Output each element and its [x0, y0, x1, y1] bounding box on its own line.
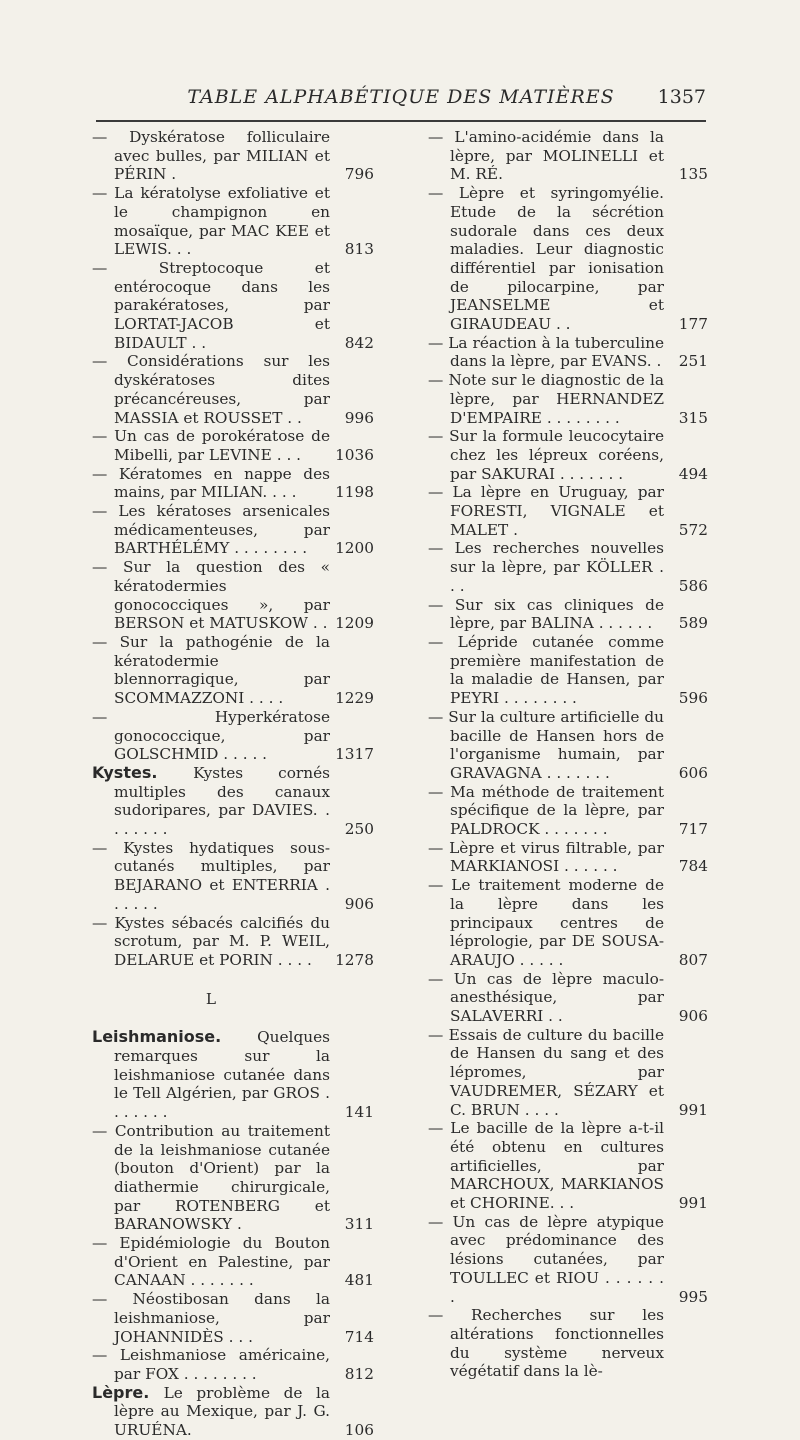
- index-entry: [428, 633, 710, 708]
- index-entry: [428, 483, 710, 539]
- entry-text: — La réaction à la tuberculine dans la lèpre, par EVANS. .: [428, 333, 664, 371]
- entry-text: — Le traitement moderne de la lèpre dans les principaux centres de léprologie, par DE SOUSA-ARAUJO . . . . .: [428, 876, 664, 969]
- page-reference: 135: [678, 165, 708, 184]
- index-entry: [428, 184, 710, 334]
- page-reference: 596: [678, 689, 708, 708]
- entry-text: — Sur six cas cliniques de lèpre, par BALINA . . . . . .: [428, 595, 664, 633]
- index-entry: [428, 1119, 710, 1213]
- entry-text: — Sur la pathogénie de la kératodermie blennorragique, par SCOMMAZZONI . . . .: [92, 632, 330, 708]
- page-reference: 251: [678, 352, 708, 371]
- entry-heading: Kystes.: [92, 762, 194, 782]
- page-header: [96, 82, 706, 116]
- index-entry: [428, 708, 710, 783]
- entry-text: — Streptocoque et entérocoque dans les parakératoses, par LORTAT-JACOB et BIDAULT . .: [92, 258, 330, 352]
- index-entry: [428, 970, 710, 1026]
- index-entry: [428, 427, 710, 483]
- entry-heading: Lèpre.: [92, 1382, 164, 1402]
- index-entry: [428, 839, 710, 876]
- index-entry: [92, 427, 376, 464]
- index-entry: [428, 596, 710, 633]
- index-entry: [92, 259, 376, 353]
- page-reference: 906: [344, 894, 374, 913]
- page-reference: 494: [678, 464, 708, 483]
- index-entry: [92, 128, 376, 184]
- page-reference: 250: [344, 820, 374, 839]
- index-entry: [92, 1346, 376, 1383]
- entry-text: — Sur la question des « kératodermies gonococciques », par BERSON et MATUSKOW . .: [92, 558, 330, 633]
- entry-text: — Leishmaniose américaine, par FOX . . . . . . . .: [92, 1346, 330, 1383]
- index-entry: [428, 1213, 710, 1307]
- page-reference: 1209: [335, 614, 374, 633]
- page-reference: 906: [678, 1007, 708, 1026]
- page-reference: 106: [344, 1421, 374, 1440]
- entry-text: — Néostibosan dans la leishmaniose, par JOHANNIDÈS . . .: [92, 1290, 330, 1346]
- index-entry: [92, 1384, 376, 1440]
- entry-text: — Essais de culture du bacille de Hansen du sang et des lépromes, par VAUDREMER, SÉZARY et C. BRUN . . . .: [428, 1025, 664, 1119]
- section-letter: L: [205, 989, 217, 1008]
- page-reference: 141: [344, 1103, 374, 1122]
- page-number: 1357: [657, 86, 706, 108]
- page-reference: 1198: [335, 483, 374, 502]
- header-rule: [96, 120, 706, 122]
- index-entry: [92, 465, 376, 502]
- page-reference: 481: [344, 1271, 374, 1290]
- index-entry: [428, 1306, 710, 1381]
- index-entry: [428, 371, 710, 427]
- entry-text: — Un cas de porokératose de Mibelli, par LEVINE . . .: [92, 427, 330, 464]
- index-entry: [92, 502, 376, 558]
- index-entry: [92, 914, 376, 970]
- entry-text: — Les recherches nouvelles sur la lèpre, par KÖLLER . . .: [428, 539, 664, 595]
- page-reference: 991: [678, 1194, 708, 1213]
- entry-text: — Sur la formule leucocytaire chez les lépreux coréens, par SAKURAI . . . . . . .: [428, 427, 664, 483]
- index-entry: [92, 839, 376, 914]
- index-entry: [92, 764, 376, 839]
- entry-text: — Sur la culture artificielle du bacille de Hansen hors de l'organisme humain, par GRAVAGNA . . . . . . .: [428, 707, 664, 782]
- page-reference: 572: [678, 520, 708, 539]
- page-reference: 586: [678, 576, 708, 595]
- index-entry: [428, 128, 710, 184]
- page-reference: 813: [344, 240, 374, 259]
- page-reference: 1036: [335, 445, 374, 464]
- page-reference: 1229: [335, 689, 374, 708]
- entry-text: — Hyperkératose gonococcique, par GOLSCHMID . . . . .: [92, 707, 330, 764]
- page-reference: 796: [344, 165, 374, 184]
- index-entry: [92, 1122, 376, 1234]
- entry-text: Kystes. Kystes cornés multiples des canaux sudoripares, par DAVIES. . . . . . . .: [92, 762, 331, 839]
- index-entry: [92, 1234, 376, 1290]
- index-entry: [428, 334, 710, 371]
- entry-text: Lèpre. Le problème de la lèpre au Mexique, par J. G. URUÉNA.: [92, 1382, 331, 1440]
- page-reference: 311: [344, 1215, 374, 1234]
- index-entry: [428, 539, 710, 595]
- page-reference: 315: [678, 408, 708, 427]
- entry-text: — Contribution au traitement de la leishmaniose cutanée (bouton d'Orient) par la diathermie chirurgicale, par ROTENBERG et BARANOWSKY .: [92, 1121, 330, 1234]
- page-reference: 842: [344, 333, 374, 352]
- page-reference: 714: [344, 1327, 374, 1346]
- index-entry: [92, 1028, 376, 1122]
- page-reference: 807: [678, 950, 708, 969]
- running-title: TABLE ALPHABÉTIQUE DES MATIÈRES: [187, 86, 615, 108]
- entry-text: — Dyskératose folliculaire avec bulles, par MILIAN et PÉRIN .: [92, 128, 330, 184]
- entry-text: — Recherches sur les altérations fonctionnelles du système nerveux végétatif dans la lè-: [428, 1306, 664, 1381]
- page-reference: 1317: [335, 745, 374, 764]
- index-entry: [92, 558, 376, 633]
- entry-text: — Le bacille de la lèpre a-t-il été obtenu en cultures artificielles, par MARCHOUX, MARKIANOS et CHORINE. . .: [428, 1119, 664, 1213]
- entry-text: — Ma méthode de traitement spécifique de la lèpre, par PALDROCK . . . . . . .: [428, 782, 664, 839]
- entry-text: — Lépride cutanée comme première manifestation de la maladie de Hansen, par PEYRI . . . . . . . .: [428, 632, 664, 708]
- page-reference: 177: [678, 315, 708, 334]
- page-reference: 717: [678, 820, 708, 839]
- index-entry: [92, 1290, 376, 1346]
- entry-text: — Epidémiologie du Bouton d'Orient en Palestine, par CANAAN . . . . . . .: [92, 1234, 330, 1290]
- entry-text: — Un cas de lèpre atypique avec prédominance des lésions cutanées, par TOULLEC et RIOU . . . . . . .: [428, 1212, 664, 1306]
- entry-text: — Les kératoses arsenicales médicamenteuses, par BARTHÉLÉMY . . . . . . . .: [92, 502, 330, 558]
- index-entry: [428, 1026, 710, 1120]
- left-column: [92, 128, 376, 1440]
- entry-text: — Kératomes en nappe des mains, par MILIAN. . . .: [92, 464, 330, 502]
- right-column: [428, 128, 710, 1381]
- index-entry: [92, 352, 376, 427]
- entry-text: — Note sur le diagnostic de la lèpre, par HERNANDEZ D'EMPAIRE . . . . . . . .: [428, 371, 664, 427]
- index-entry: [428, 876, 710, 970]
- entry-text: — Lèpre et syringomyélie. Etude de la sécrétion sudorale dans ces deux maladies. Leur diagnostic différentiel par ionisation de pilocarpine, par JEANSELME et GIRAUDEAU . .: [428, 184, 664, 334]
- page-reference: 991: [678, 1100, 708, 1119]
- index-entry: [92, 708, 376, 764]
- page-reference: 606: [678, 763, 708, 782]
- page-reference: 784: [678, 857, 708, 876]
- entry-text: — La lèpre en Uruguay, par FORESTI, VIGNALE et MALET .: [428, 483, 664, 539]
- page-reference: 995: [678, 1287, 708, 1306]
- index-entry: [428, 783, 710, 839]
- index-entry: [92, 633, 376, 708]
- entry-text: — Considérations sur les dyskératoses dites précancéreuses, par MASSIA et ROUSSET . .: [92, 352, 330, 427]
- page-reference: 812: [344, 1365, 374, 1383]
- page-reference: 1278: [335, 950, 374, 969]
- entry-text: — La kératolyse exfoliative et le champignon en mosaïque, par MAC KEE et LEWIS. . .: [92, 184, 330, 259]
- index-entry: [92, 184, 376, 259]
- page-reference: 996: [344, 408, 374, 427]
- entry-text: — L'amino-acidémie dans la lèpre, par MOLINELLI et M. RÉ.: [428, 128, 664, 184]
- entry-heading: Leishmaniose.: [92, 1027, 258, 1047]
- entry-text: — Kystes sébacés calcifiés du scrotum, par M. P. WEIL, DELARUE et PORIN . . . .: [92, 913, 330, 969]
- page-reference: 1200: [335, 539, 374, 558]
- entry-text: Leishmaniose. Quelques remarques sur la leishmaniose cutanée dans le Tell Algérien, par GROS . . . . . . .: [92, 1027, 330, 1122]
- page-reference: 589: [678, 614, 708, 633]
- entry-text: — Un cas de lèpre maculo-anesthésique, par SALAVERRI . .: [428, 969, 664, 1026]
- entry-text: — Lèpre et virus filtrable, par MARKIANOSI . . . . . .: [428, 838, 664, 876]
- entry-text: — Kystes hydatiques sous-cutanés multiples, par BEJARANO et ENTERRIA . . . . . .: [92, 838, 330, 913]
